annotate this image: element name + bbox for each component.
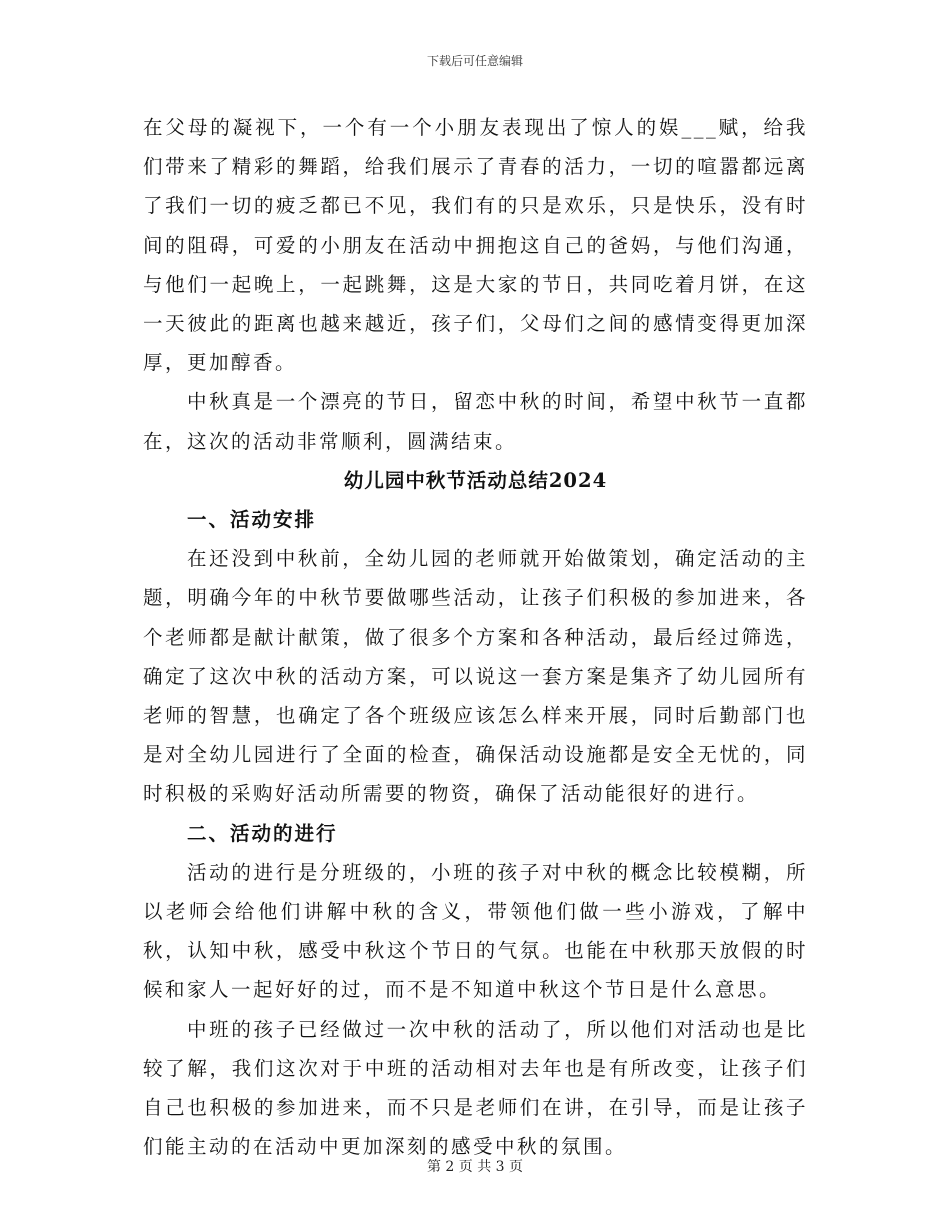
heading-activity-progress: 二、活动的进行 bbox=[187, 821, 338, 845]
paragraph-small-class: 活动的进行是分班级的，小班的孩子对中秋的概念比较模糊，所以老师会给他们讲解中秋的含义，带领他们做一些小游戏，了解中秋，认知中秋，感受中秋这个节日的气氛。也能在中秋那天放假的时候和家人一起好好的过，而不是不知道中秋这个节日是什么意思。 bbox=[143, 860, 808, 1002]
page-header: 下载后可任意编辑 bbox=[426, 54, 523, 68]
document-body bbox=[143, 108, 808, 1166]
paragraph-activity-arrangement: 在还没到中秋前，全幼儿园的老师就开始做策划，确定活动的主题，明确今年的中秋节要做哪些活动，让孩子们积极的参加进来，各个老师都是献计献策，做了很多个方案和各种活动，最后经过筛选，确定了这次中秋的活动方案，可以说这一套方案是集齐了幼儿园所有老师的智慧，也确定了各个班级应该怎么样来开展，同时后勤部门也是对全幼儿园进行了全面的检查，确保活动设施都是安全无忧的，同时积极的采购好活动所需要的物资，确保了活动能很好的进行。 bbox=[143, 547, 808, 806]
section-title: 幼儿园中秋节活动总结2024 bbox=[343, 468, 608, 492]
paragraph-middle-class: 中班的孩子已经做过一次中秋的活动了，所以他们对活动也是比较了解，我们这次对于中班的活动相对去年也是有所改变，让孩子们自己也积极的参加进来，而不只是老师们在讲，在引导，而是让孩子们能主动的在活动中更加深刻的感受中秋的氛围。 bbox=[143, 1017, 808, 1159]
paragraph-parents-gaze: 在父母的凝视下，一个有一个小朋友表现出了惊人的娱___赋，给我们带来了精彩的舞蹈，给我们展示了青春的活力，一切的喧嚣都远离了我们一切的疲乏都已不见，我们有的只是欢乐，只是快乐，没有时间的阻碍，可爱的小朋友在活动中拥抱这自己的爸妈，与他们沟通，与他们一起晚上，一起跳舞，这是大家的节日，共同吃着月饼，在这一天彼此的距离也越来越近，孩子们，父母们之间的感情变得更加深厚，更加醇香。 bbox=[143, 116, 808, 375]
paragraph-mid-autumn-ending: 中秋真是一个漂亮的节日，留恋中秋的时间，希望中秋节一直都在，这次的活动非常顺利，圆满结束。 bbox=[143, 390, 808, 453]
heading-activity-arrangement: 一、活动安排 bbox=[187, 508, 317, 532]
page-footer: 第 2 页 共 3 页 bbox=[426, 1159, 524, 1175]
